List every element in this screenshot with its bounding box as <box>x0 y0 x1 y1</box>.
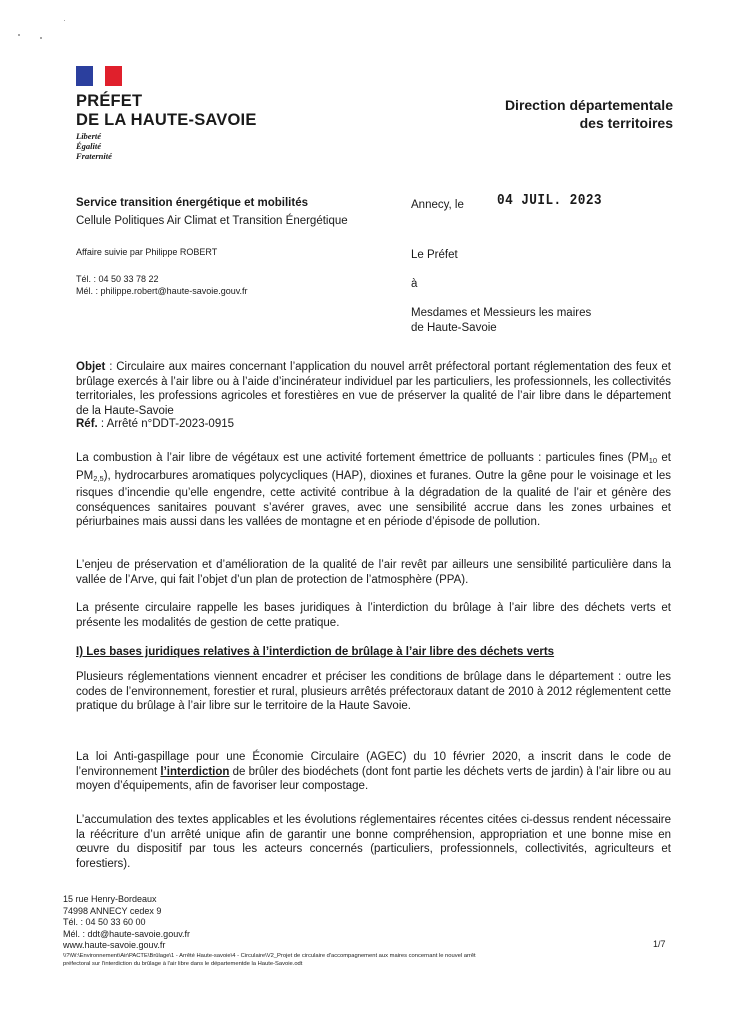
interdiction-emphasis: l’interdiction <box>160 765 230 778</box>
scan-speck <box>64 20 65 21</box>
cellule-name: Cellule Politiques Air Climat et Transition Énergétique <box>76 215 348 227</box>
sender-contact <box>76 273 248 297</box>
direction-line-1: Direction départementale <box>504 97 673 113</box>
p1-text-a: La combustion à l’air libre de végétaux est une activité fortement émettrice de polluants : particules fines (PM <box>76 452 649 464</box>
sender-tel: Tél. : 04 50 33 78 22 <box>76 274 159 284</box>
prefet-line-2: DE LA HAUTE-SAVOIE <box>76 111 257 129</box>
ref-label: Réf. <box>76 418 98 430</box>
pm10-subscript: 10 <box>648 456 658 465</box>
paragraph-loi-agec <box>76 750 671 794</box>
letter-to-preposition: à <box>411 278 418 290</box>
p1-text-b: et PM <box>76 452 671 482</box>
section-heading-bases-juridiques: I) Les bases juridiques relatives à l’interdiction de brûlage à l’air libre des déchets verts <box>76 646 555 658</box>
ref-text: : Arrêté n°DDT-2023-0915 <box>97 418 235 430</box>
scan-speck <box>40 37 42 39</box>
recipient-line-1: Mesdames et Messieurs les maires <box>411 307 592 319</box>
file-path <box>63 953 663 968</box>
footer-email: Mél. : ddt@haute-savoie.gouv.fr <box>63 928 191 939</box>
paragraph-circulaire: La présente circulaire rappelle les bases juridiques à l’interdiction du brûlage à l’air libre des déchets verts et présente les modalités de gestion de cette pratique. <box>76 602 671 629</box>
paragraph-reglementations: Plusieurs réglementations viennent encadrer et préciser les conditions de brûlage dans le département : outre les codes de l’environnement, forestier et rural, plusieurs arrêtés préfectoraux datant de 2010 à 2012 réglementent cette pratique du brûlage à l’air libre sur le territoire de la Haute Savoie. <box>76 671 671 712</box>
direction-title <box>505 96 673 132</box>
p5-text-b: de brûler des biodéchets (dont font partie les déchets verts de jardin) à l’air libre ou au moyen d’équipements, afin de favoriser leur compostage. <box>76 765 671 792</box>
date-stamp: 04 JUIL. 2023 <box>497 192 603 209</box>
marianne-logo-flag <box>76 66 122 86</box>
footer-website: www.haute-savoie.gouv.fr <box>63 940 166 950</box>
file-path-line-2: préfectoral sur l'interdiction du brûlage à l'air libre dans le départementde la Haute-Savoie.odt <box>63 960 303 967</box>
objet-label: Objet <box>76 361 106 373</box>
prefet-line-1: PRÉFET <box>76 92 143 110</box>
service-name: Service transition énergétique et mobilités <box>76 197 308 209</box>
file-path-line-1: \\?\W:\Environnement\Air\PACTE\Brûlage\1 - Arrêté Haute-savoie\4 - Circulaire\V2_Projet de circulaire d'accompagnement aux maires concernant le nouvel arrêt <box>63 953 476 959</box>
pm25-subscript: 2,5 <box>93 473 104 483</box>
affaire-suivie: Affaire suivie par Philippe ROBERT <box>76 247 218 257</box>
paragraph-combustion <box>76 451 671 530</box>
prefecture-title <box>76 92 257 130</box>
motto-liberte: Liberté <box>76 131 102 141</box>
letter-from: Le Préfet <box>411 249 458 261</box>
motto-fraternite: Fraternité <box>76 151 112 161</box>
sender-email: Mél. : philippe.robert@haute-savoie.gouv.fr <box>76 286 248 296</box>
paragraph-accumulation: L’accumulation des textes applicables et les évolutions réglementaires récentes citées ci-dessus rendent nécessaire la réécriture d’un arrêté unique afin de garantir une bonne compréhension, appropriation et une bonne mise en œuvre du dispositif par tous les acteurs concernés (particuliers, professionnels, collectivités, agriculteurs et forestiers). <box>76 814 671 870</box>
paragraph-enjeu: L’enjeu de préservation et d’amélioration de la qualité de l’air revêt par ailleurs une sensibilité particulière dans la vallée de l’Arve, qui fait l’objet d’un plan de protection de l’atmosphère (PPA). <box>76 559 671 586</box>
direction-line-2: des territoires <box>579 115 673 131</box>
footer-city: 74998 ANNECY cedex 9 <box>63 905 162 916</box>
objet-paragraph <box>76 360 671 418</box>
page-number: 1/7 <box>653 939 666 949</box>
recipient-line-2: de Haute-Savoie <box>411 322 497 334</box>
date-place: Annecy, le <box>411 199 464 211</box>
p1-text-c: ), hydrocarbures aromatiques polycycliques (HAP), dioxines et furanes. Outre la gêne pour le voisinage et les risques d’incendie qu’elle engendre, cette activité contribue à la dégradation de la qualité de l’air et génère des conséquences sanitaires pouvant s’avérer graves, avec une sensibilité accrue dans les zones urbaines et périurbaines mais aussi dans les vallées de montagne et en période d’épisode de pollution. <box>76 469 671 528</box>
footer-street: 15 rue Henry-Bordeaux <box>63 894 157 904</box>
republic-motto <box>76 131 112 161</box>
footer-address <box>63 894 190 952</box>
recipient-address <box>411 306 591 336</box>
footer-tel: Tél. : 04 50 33 60 00 <box>63 917 146 927</box>
motto-egalite: Égalité <box>76 141 102 151</box>
p5-text-a: La loi Anti-gaspillage pour une Économie Circulaire (AGEC) du 10 février 2020, a inscrit dans le code de l’environnement <box>76 751 671 778</box>
objet-text: : Circulaire aux maires concernant l’application du nouvel arrêt préfectoral portant réglementation des feux et brûlage exercés à l’air libre ou à l’aide d’incinérateur individuel par les particuliers, les professionnels, les collectivités territoriales, les professions agricoles et forestières en vue de préserver la qualité de l’air libre dans le département de la Haute-Savoie <box>76 361 671 417</box>
reference-line <box>76 417 671 432</box>
scan-speck <box>18 34 20 36</box>
